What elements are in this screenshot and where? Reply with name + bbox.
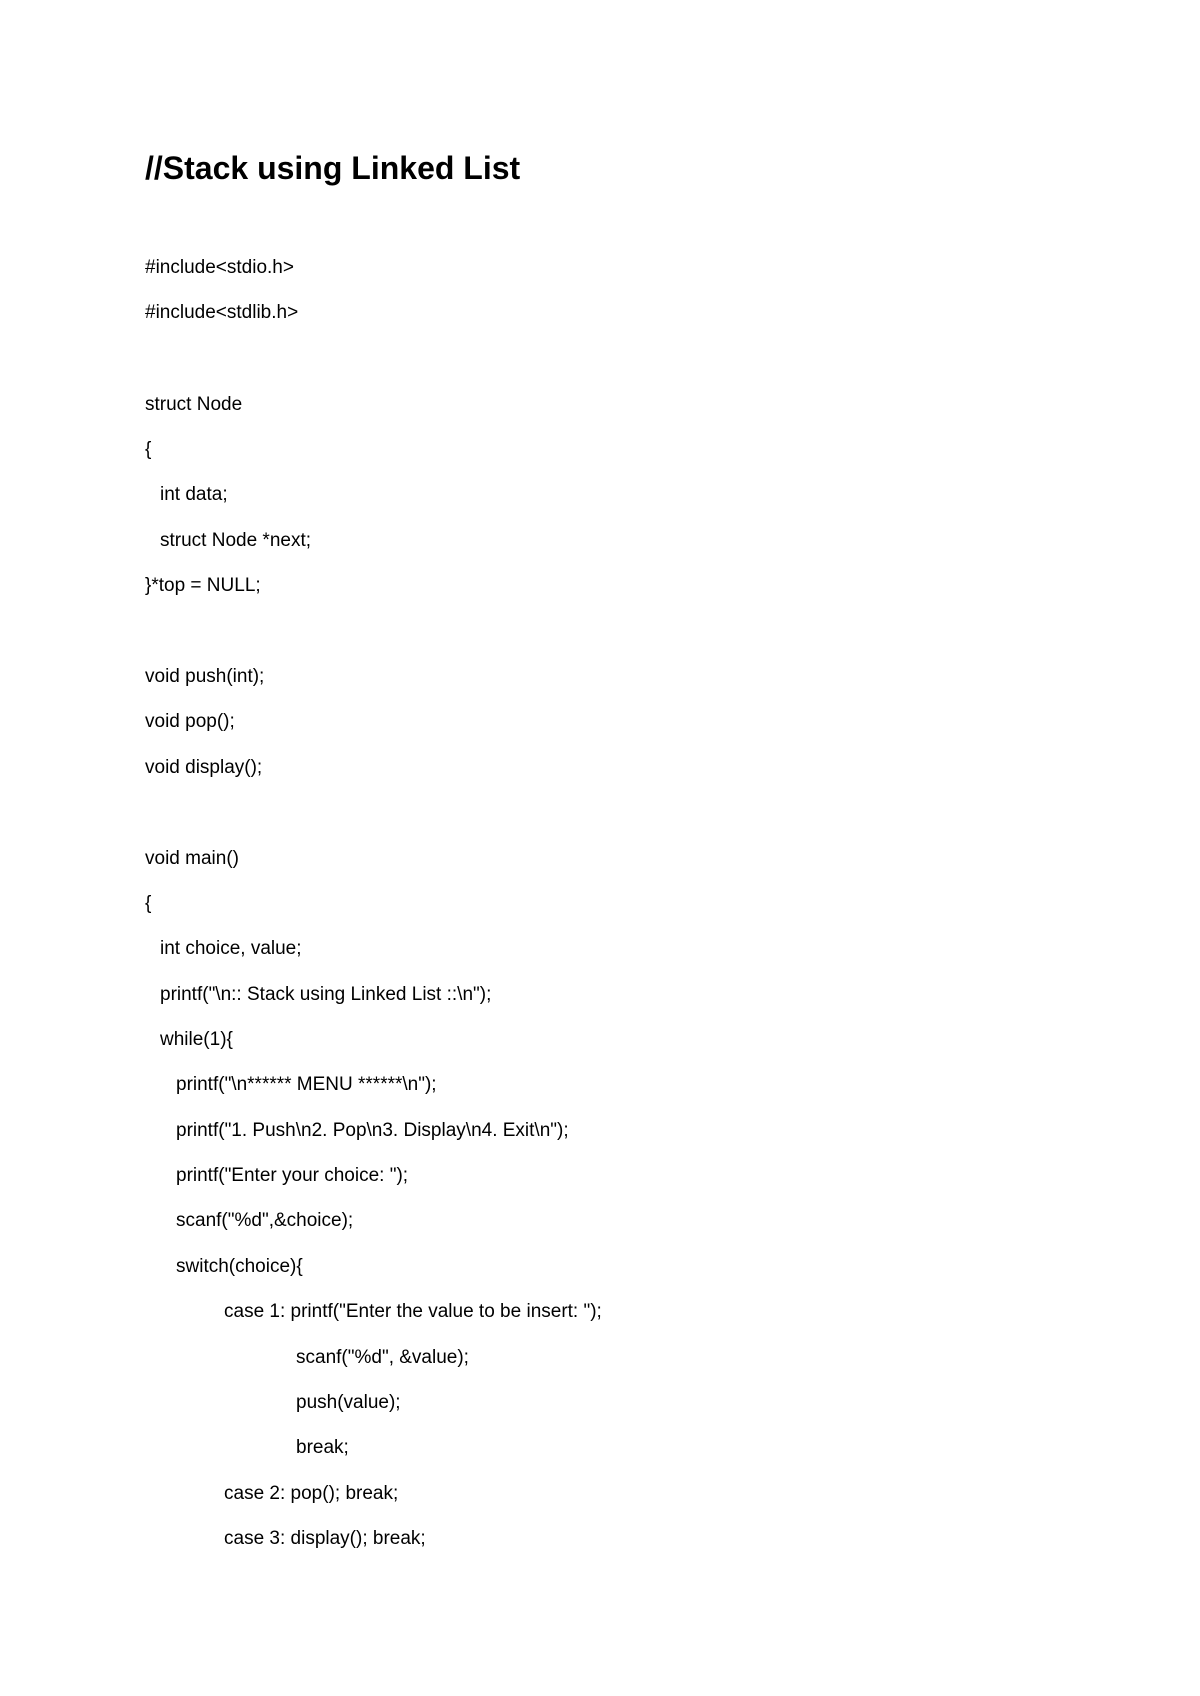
code-line-main-open-brace: { (145, 893, 152, 914)
code-line-display-prototype: void display(); (145, 757, 263, 778)
code-line-scanf-value: scanf("%d", &value); (296, 1347, 469, 1368)
code-line-case-3: case 3: display(); break; (224, 1528, 426, 1549)
code-line-printf-menu: printf("\n****** MENU ******\n"); (176, 1074, 437, 1095)
code-line-while: while(1){ (160, 1029, 233, 1050)
code-line-include-stdio: #include<stdio.h> (145, 257, 294, 278)
code-line-case-2: case 2: pop(); break; (224, 1483, 399, 1504)
code-line-struct-node: struct Node (145, 394, 243, 415)
code-line-push-prototype: void push(int); (145, 666, 265, 687)
code-line-struct-next: struct Node *next; (160, 530, 312, 551)
code-line-main: void main() (145, 848, 239, 869)
code-line-switch: switch(choice){ (176, 1256, 303, 1277)
code-line-push-call: push(value); (296, 1392, 401, 1413)
code-line-int-data: int data; (160, 484, 228, 505)
code-line-scanf-choice: scanf("%d",&choice); (176, 1210, 354, 1231)
code-line-pop-prototype: void pop(); (145, 711, 235, 732)
code-line-case-1: case 1: printf("Enter the value to be insert: "); (224, 1301, 602, 1322)
code-line-break: break; (296, 1437, 349, 1458)
code-line-printf-choice: printf("Enter your choice: "); (176, 1165, 409, 1186)
code-line-declarations: int choice, value; (160, 938, 302, 959)
code-line-printf-banner: printf("\n:: Stack using Linked List ::\n"); (160, 984, 492, 1005)
document-title: //Stack using Linked List (145, 150, 521, 186)
code-line-printf-options: printf("1. Push\n2. Pop\n3. Display\n4. Exit\n"); (176, 1120, 569, 1141)
code-line-top-null: }*top = NULL; (145, 575, 261, 596)
code-line-struct-open-brace: { (145, 439, 152, 460)
code-line-include-stdlib: #include<stdlib.h> (145, 302, 299, 323)
